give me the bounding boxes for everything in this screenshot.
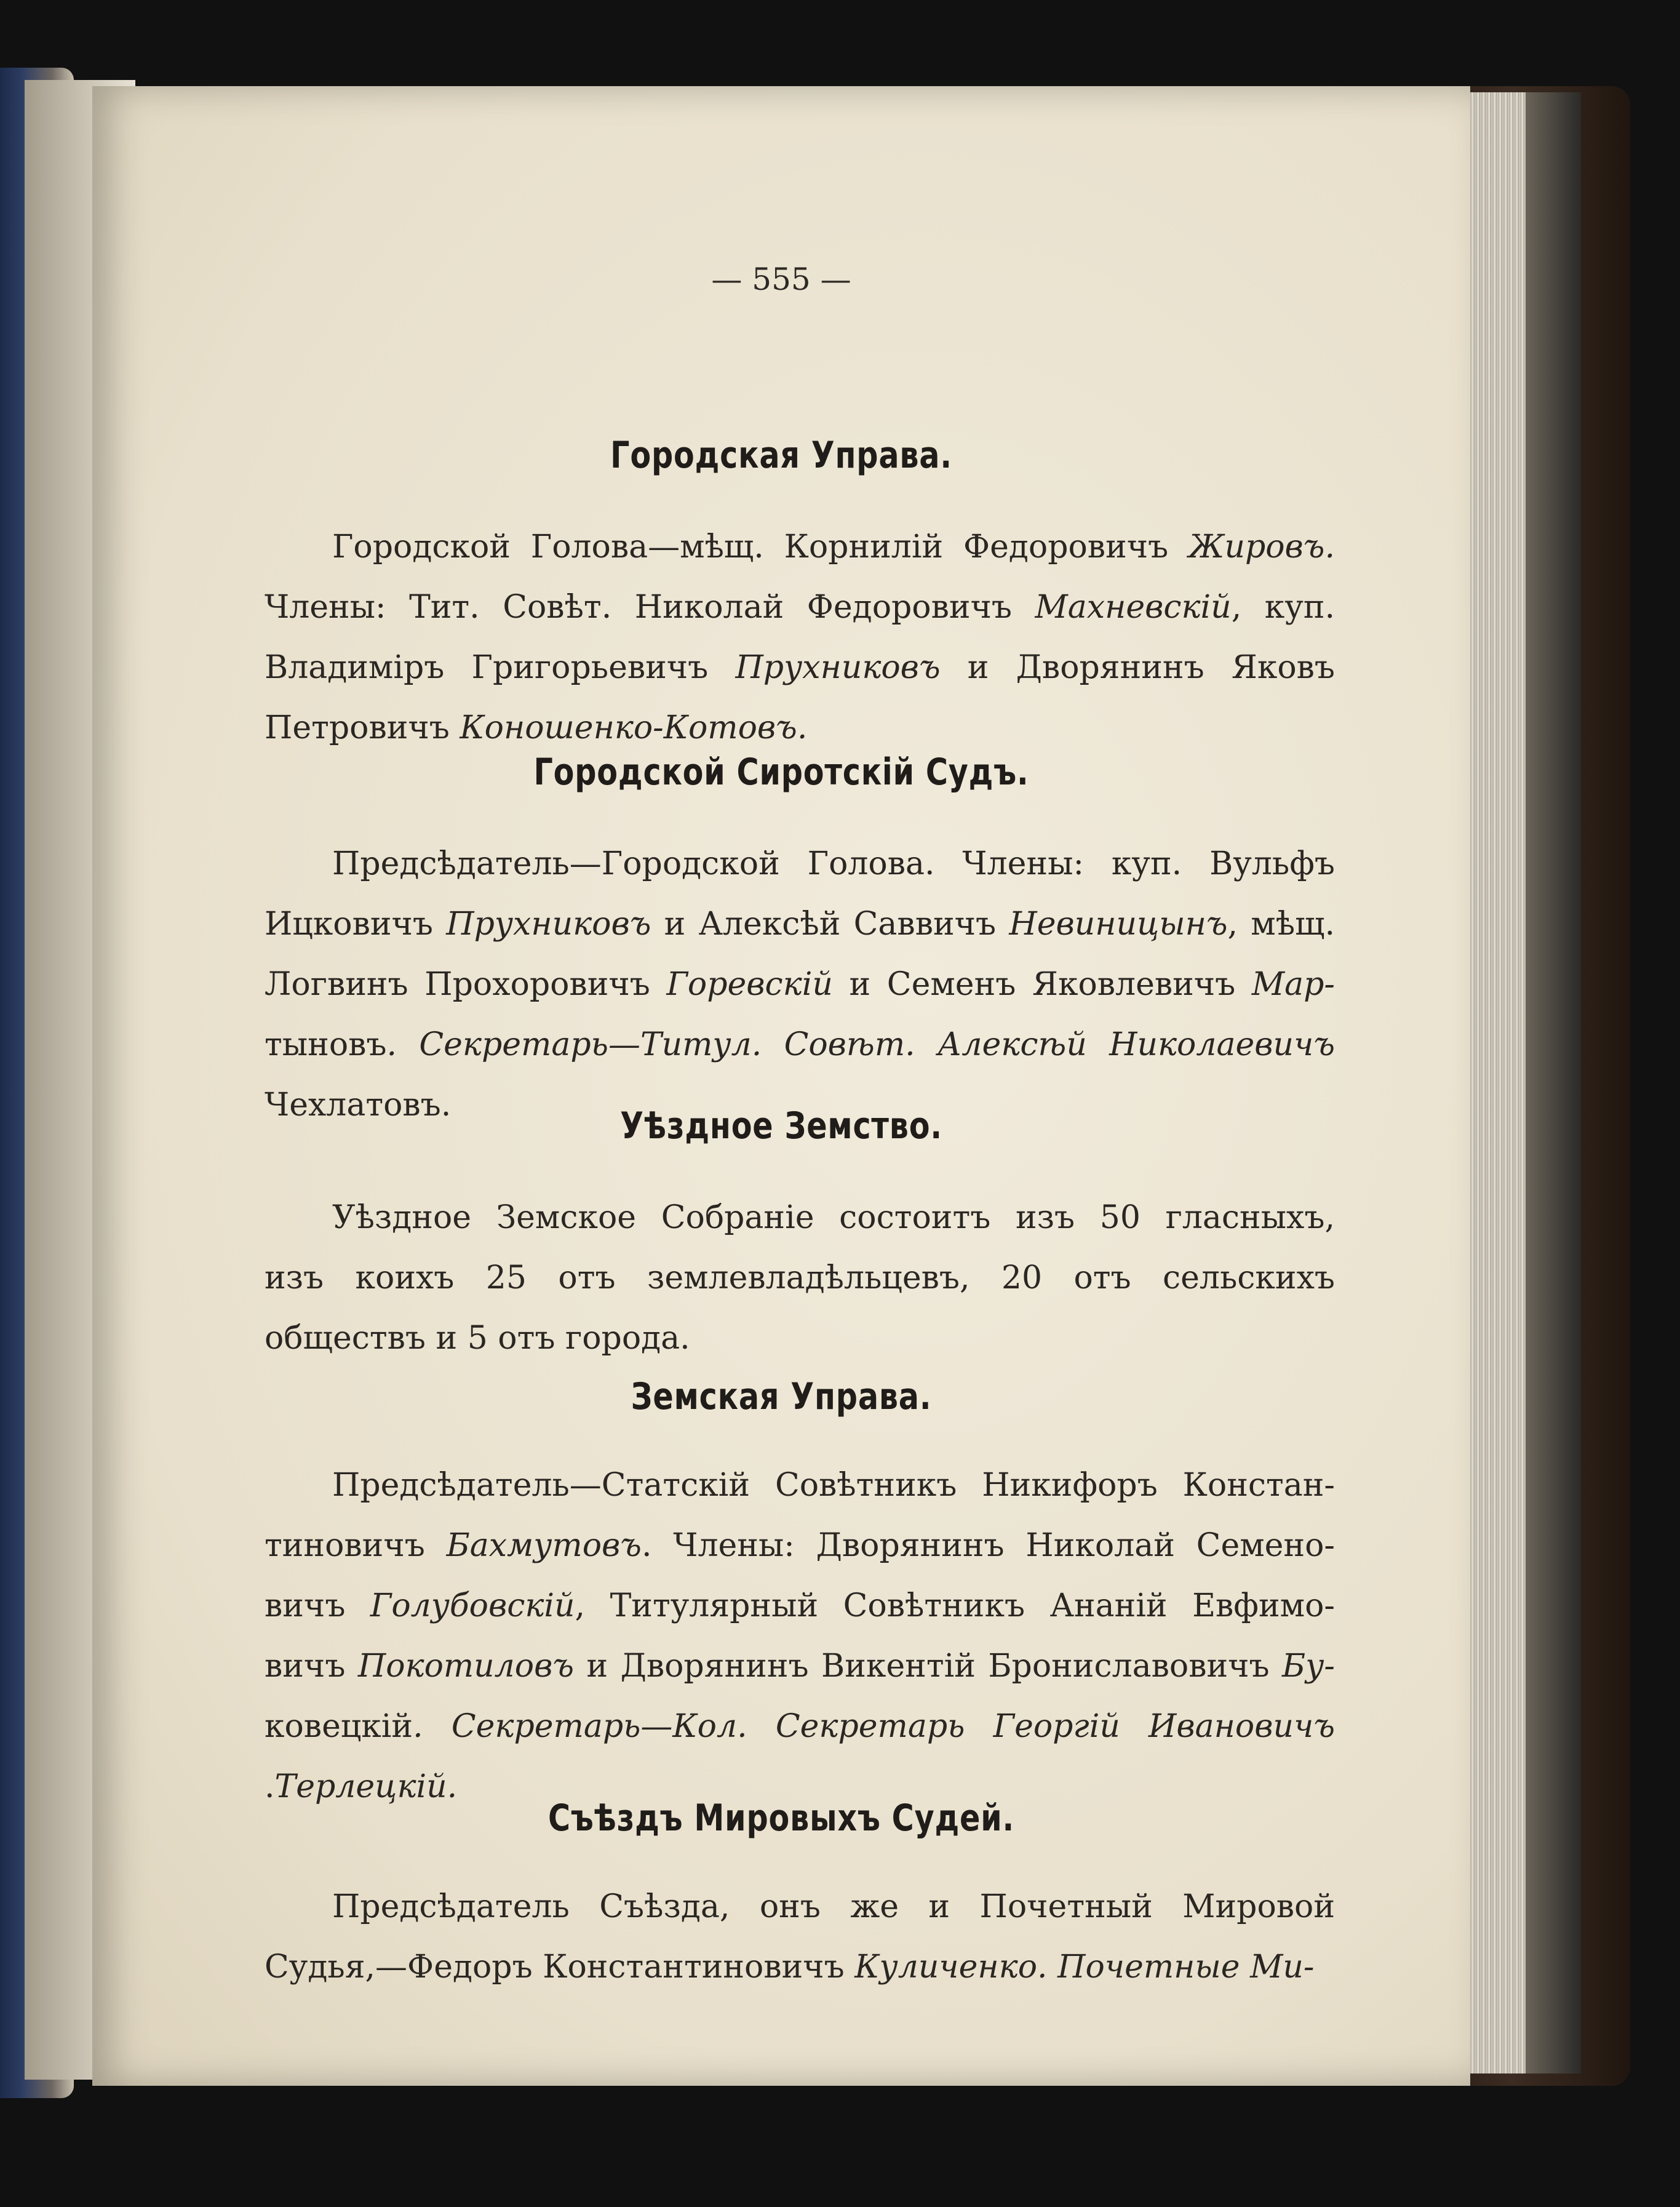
heading-justices-congress: Съѣздъ Мировыхъ Судей. xyxy=(547,1797,1015,1840)
italic-surname: Невиницынъ xyxy=(1009,906,1228,943)
text-segment: Чехлатовъ. xyxy=(265,1087,452,1123)
text-segment: , Титулярный Совѣтникъ Ананій Евфимо- xyxy=(575,1587,1335,1624)
text-line xyxy=(265,1308,1335,1368)
italic-surname: Покотиловъ xyxy=(357,1648,575,1685)
paragraph-city-council xyxy=(265,517,1335,758)
text-segment: Предсѣдатель—Статскій Совѣтникъ Никифоръ Констан- xyxy=(332,1467,1335,1504)
text-segment: Члены: Тит. Совѣт. Николай Федоровичъ xyxy=(265,589,1035,626)
text-line xyxy=(265,1696,1335,1757)
text-segment: тиновичъ xyxy=(265,1527,447,1564)
italic-surname: Бахмутовъ xyxy=(446,1527,642,1564)
text-line xyxy=(265,637,1335,698)
text-line xyxy=(265,1515,1335,1576)
text-segment: изъ коихъ 25 отъ землевладѣльцевъ, 20 отъ сельскихъ xyxy=(265,1259,1335,1296)
text-segment: ковецкій xyxy=(265,1708,413,1745)
text-segment: и Дворянинъ Викентій Брониславовичъ xyxy=(574,1648,1283,1685)
text-segment: Владиміръ Григорьевичъ xyxy=(265,649,736,686)
text-segment: Логвинъ Прохоровичъ xyxy=(265,966,667,1003)
text-segment: вичъ xyxy=(265,1648,358,1685)
italic-surname: Куличенко. Почетные Ми- xyxy=(854,1949,1315,1986)
text-line xyxy=(265,1576,1335,1636)
text-line xyxy=(265,1015,1335,1075)
text-segment: и Алексѣй Саввичъ xyxy=(651,906,1009,943)
italic-surname: Горевскій xyxy=(666,966,833,1003)
text-line xyxy=(265,954,1335,1015)
text-line xyxy=(265,1455,1335,1515)
text-segment: обществъ и 5 отъ города. xyxy=(265,1320,690,1357)
italic-surname: Мар- xyxy=(1251,966,1335,1003)
heading-city-council: Городская Управа. xyxy=(610,434,952,477)
italic-surname: Коношенко-Котовъ. xyxy=(460,709,808,746)
text-segment: . Члены: Дворянинъ Николай Семено- xyxy=(641,1527,1335,1564)
italic-surname: Прухниковъ xyxy=(446,906,651,943)
text-segment: вичъ xyxy=(265,1587,370,1624)
text-segment: . xyxy=(265,1768,275,1805)
italic-surname: Махневскій xyxy=(1035,589,1232,626)
paragraph-district-zemstvo xyxy=(265,1187,1335,1368)
text-segment: Петровичъ xyxy=(265,709,460,746)
text-segment: Ицковичъ xyxy=(265,906,447,943)
text-segment: и Семенъ Яковлевичъ xyxy=(832,966,1252,1003)
text-line xyxy=(265,1937,1335,1997)
text-segment: , куп. xyxy=(1231,589,1336,626)
text-line xyxy=(265,894,1335,954)
book-page xyxy=(92,86,1470,2086)
text-line xyxy=(265,1187,1335,1248)
text-segment: Городской Голова—мѣщ. Корнилій Федоровичъ xyxy=(332,529,1189,565)
italic-surname: Терлецкій. xyxy=(274,1768,458,1805)
text-line xyxy=(265,1877,1335,1937)
italic-surname: . Секретарь—Кол. Секретарь Георгій Ивановичъ xyxy=(413,1708,1335,1745)
italic-surname: Прухниковъ xyxy=(735,649,941,686)
text-segment: тыновъ xyxy=(265,1026,387,1063)
heading-orphan-court: Городской Сиротскій Судъ. xyxy=(533,751,1029,794)
text-line xyxy=(265,834,1335,894)
italic-surname: . Секретарь—Титул. Совѣт. Алексѣй Николаевичъ xyxy=(386,1026,1335,1063)
italic-surname: Бу- xyxy=(1282,1648,1335,1685)
page-stack-edges xyxy=(1458,92,1581,2073)
text-line xyxy=(265,1636,1335,1696)
text-line xyxy=(265,698,1335,758)
text-line xyxy=(265,577,1335,637)
paragraph-justices-congress xyxy=(265,1877,1335,1997)
text-segment: Предсѣдатель—Городской Голова. Члены: куп. Вульфъ xyxy=(332,845,1335,882)
text-segment: и Дворянинъ Яковъ xyxy=(940,649,1336,686)
paragraph-zemstvo-council xyxy=(265,1455,1335,1817)
text-segment: Уѣздное Земское Собраніе состоитъ изъ 50 гласныхъ, xyxy=(332,1199,1335,1236)
text-segment: Предсѣдатель Съѣзда, онъ же и Почетный Мировой xyxy=(332,1888,1335,1925)
text-line xyxy=(265,1248,1335,1308)
text-segment: Судья,—Федоръ Константиновичъ xyxy=(265,1949,855,1986)
text-line xyxy=(265,517,1335,577)
text-segment: , мѣщ. xyxy=(1227,906,1335,943)
italic-surname: Голубовскій xyxy=(370,1587,575,1624)
heading-zemstvo-council: Земская Управа. xyxy=(631,1375,932,1418)
heading-district-zemstvo: Уѣздное Земство. xyxy=(620,1104,942,1147)
italic-surname: Жировъ. xyxy=(1188,529,1335,565)
page-number: — 555 — xyxy=(711,261,851,297)
paragraph-orphan-court xyxy=(265,834,1335,1135)
